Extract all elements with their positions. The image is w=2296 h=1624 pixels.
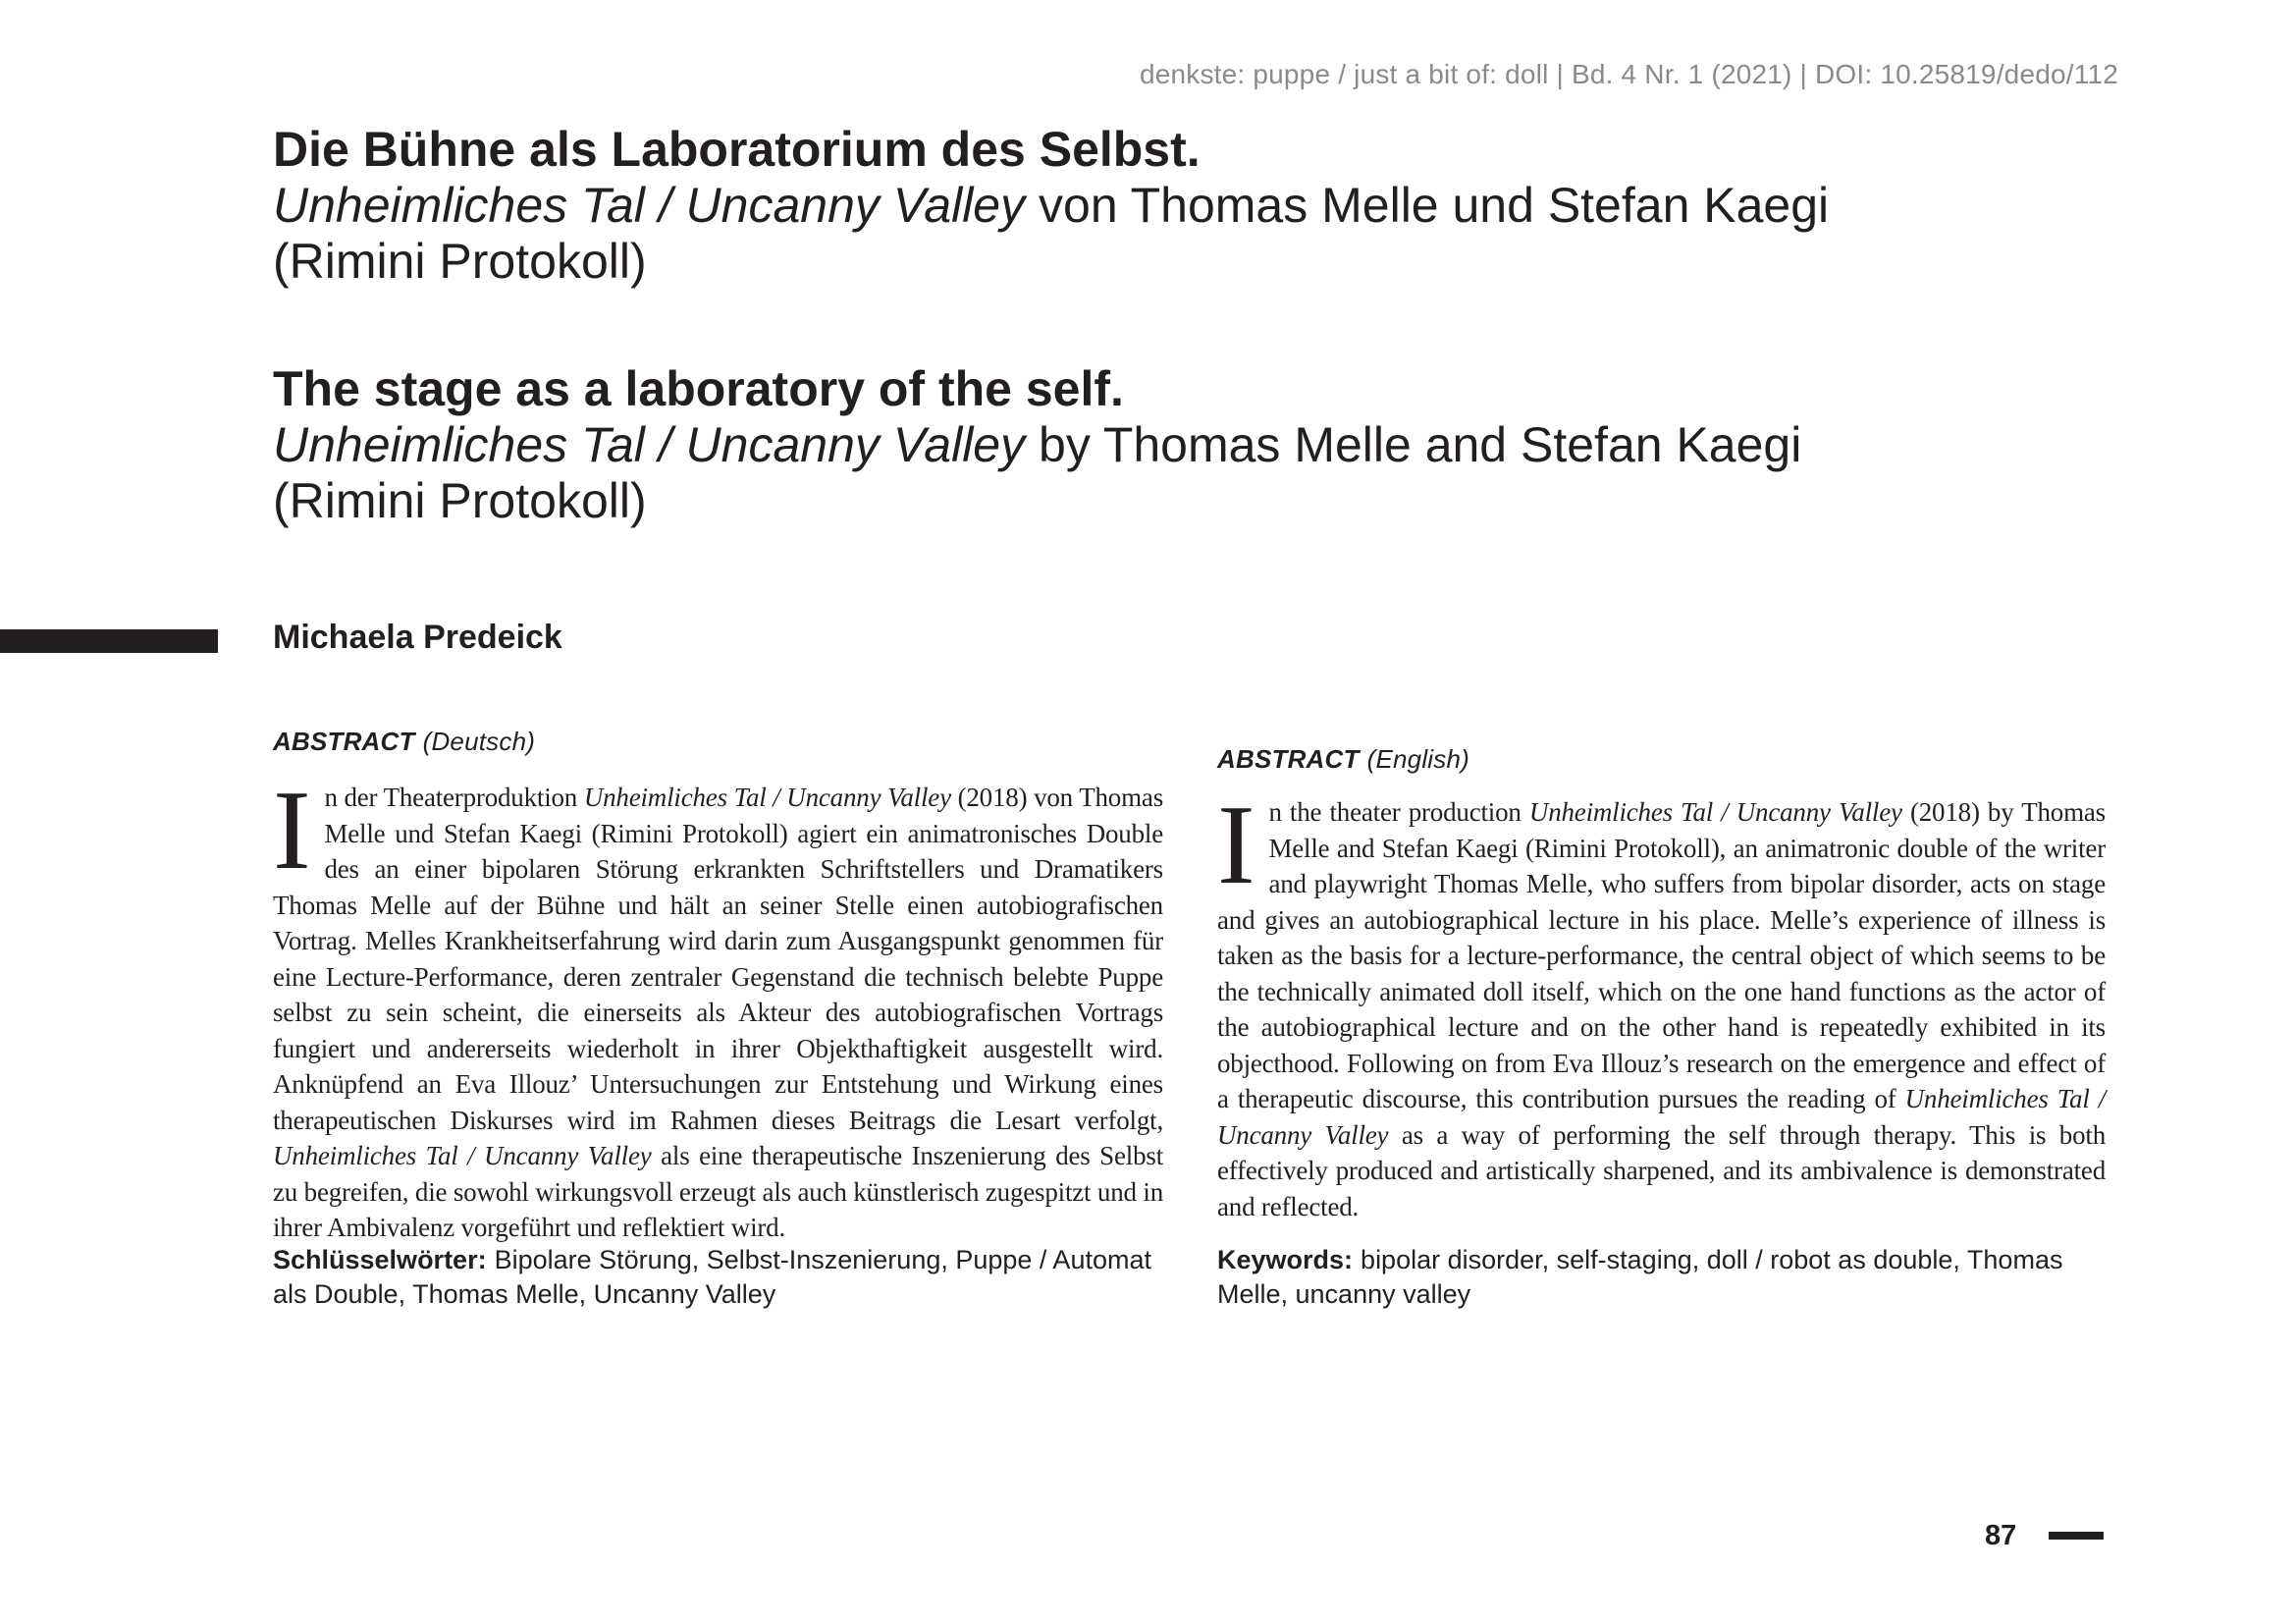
abstract-english-language: (English): [1366, 744, 1469, 774]
keywords-english-list: bipolar disorder, self-staging, doll / robot as double, Thomas Melle, uncanny valley: [1217, 1245, 2063, 1309]
abstract-english-heading: [1217, 744, 1469, 775]
author-name: Michaela Predeick: [273, 619, 562, 656]
abstract-english-label: ABSTRACT: [1217, 744, 1360, 774]
title-english-subtitle: Unheimliches Tal / Uncanny Valley by Thomas Melle and Stefan Kaegi (Rimini Protokoll): [273, 417, 1802, 528]
abstract-english-body: [1217, 783, 2107, 1224]
keywords-german: [273, 1243, 1163, 1312]
abstract-german-dropcap: I: [273, 768, 311, 893]
journal-header-line: denkste: puppe / just a bit of: doll | Bd. 4 Nr. 1 (2021) | DOI: 10.25819/dedo/112: [1139, 59, 2118, 89]
author-marker-bar: [0, 629, 218, 653]
title-german-subtitle: Unheimliches Tal / Uncanny Valley von Thomas Melle und Stefan Kaegi (Rimini Protokoll): [273, 178, 1830, 289]
abstract-german-text: n der Theaterproduktion Unheimliches Tal / Uncanny Valley (2018) von Thomas Melle und Stefan Kaegi (Rimini Protokoll) agiert ein animatronisches Double des an einer bipolaren Störung erkrankten Schriftstellers und Dramatikers Thomas Melle auf der Bühne und hält an seiner Stelle einen autobiografischen Vortrag. Melles Krankheitserfahrung wird darin zum Ausgangspunkt genommen für eine Lecture-Performance, deren zentraler Gegenstand die technisch belebte Puppe selbst zu sein scheint, die einerseits als Akteur des autobiografischen Vortrags fungiert und andererseits wiederholt in ihrer Objekthaftigkeit ausgestellt wird. Anknüpfend an Eva Illouz’ Untersuchungen zur Entstehung und Wirkung eines therapeutischen Diskurses wird im Rahmen dieses Beitrags die Lesart verfolgt, Unheimliches Tal / Uncanny Valley als eine therapeutische Inszenierung des Selbst zu begreifen, die sowohl wirkungsvoll erzeugt als auch künstlerisch zugespitzt und in ihrer Ambivalenz vorgeführt und reflektiert wird.: [273, 783, 1164, 1242]
abstract-german-heading: [273, 727, 535, 757]
footer-rule: [2049, 1532, 2104, 1540]
abstract-english-dropcap: I: [1217, 783, 1255, 908]
keywords-german-list: Bipolare Störung, Selbst-Inszenierung, Puppe / Automat als Double, Thomas Melle, Uncanny Valley: [273, 1245, 1151, 1309]
abstract-german-body: [273, 768, 1164, 1246]
keywords-english: [1217, 1243, 2106, 1312]
title-english-main: The stage as a laboratory of the self.: [273, 361, 1124, 416]
abstract-english-text: n the theater production Unheimliches Tal / Uncanny Valley (2018) by Thomas Melle and Stefan Kaegi (Rimini Protokoll), an animatronic double of the writer and playwright Thomas Melle, who suffers from bipolar disorder, acts on stage and gives an autobiographical lecture in his place. Melle’s experience of illness is taken as the basis for a lecture-performance, the central object of which seems to be the technically animated doll itself, which on the one hand functions as the actor of the autobiographical lecture and on the other hand is repeatedly exhibited in its objecthood. Following on from Eva Illouz’s research on the emergence and effect of a therapeutic discourse, this contribution pursues the reading of Unheimliches Tal / Uncanny Valley as a way of performing the self through therapy. This is both effectively produced and artistically sharpened, and its ambivalence is demonstrated and reflected.: [1217, 797, 2107, 1221]
abstract-german-language: (Deutsch): [422, 727, 536, 756]
keywords-german-label: Schlüsselwörter:: [273, 1245, 487, 1274]
title-german: [273, 122, 2001, 290]
abstract-german-label: ABSTRACT: [273, 727, 415, 756]
keywords-english-label: Keywords:: [1217, 1245, 1354, 1274]
title-german-main: Die Bühne als Laboratorium des Selbst.: [273, 122, 1201, 177]
title-english: [273, 361, 2001, 529]
page-number: 87: [1985, 1520, 2017, 1551]
